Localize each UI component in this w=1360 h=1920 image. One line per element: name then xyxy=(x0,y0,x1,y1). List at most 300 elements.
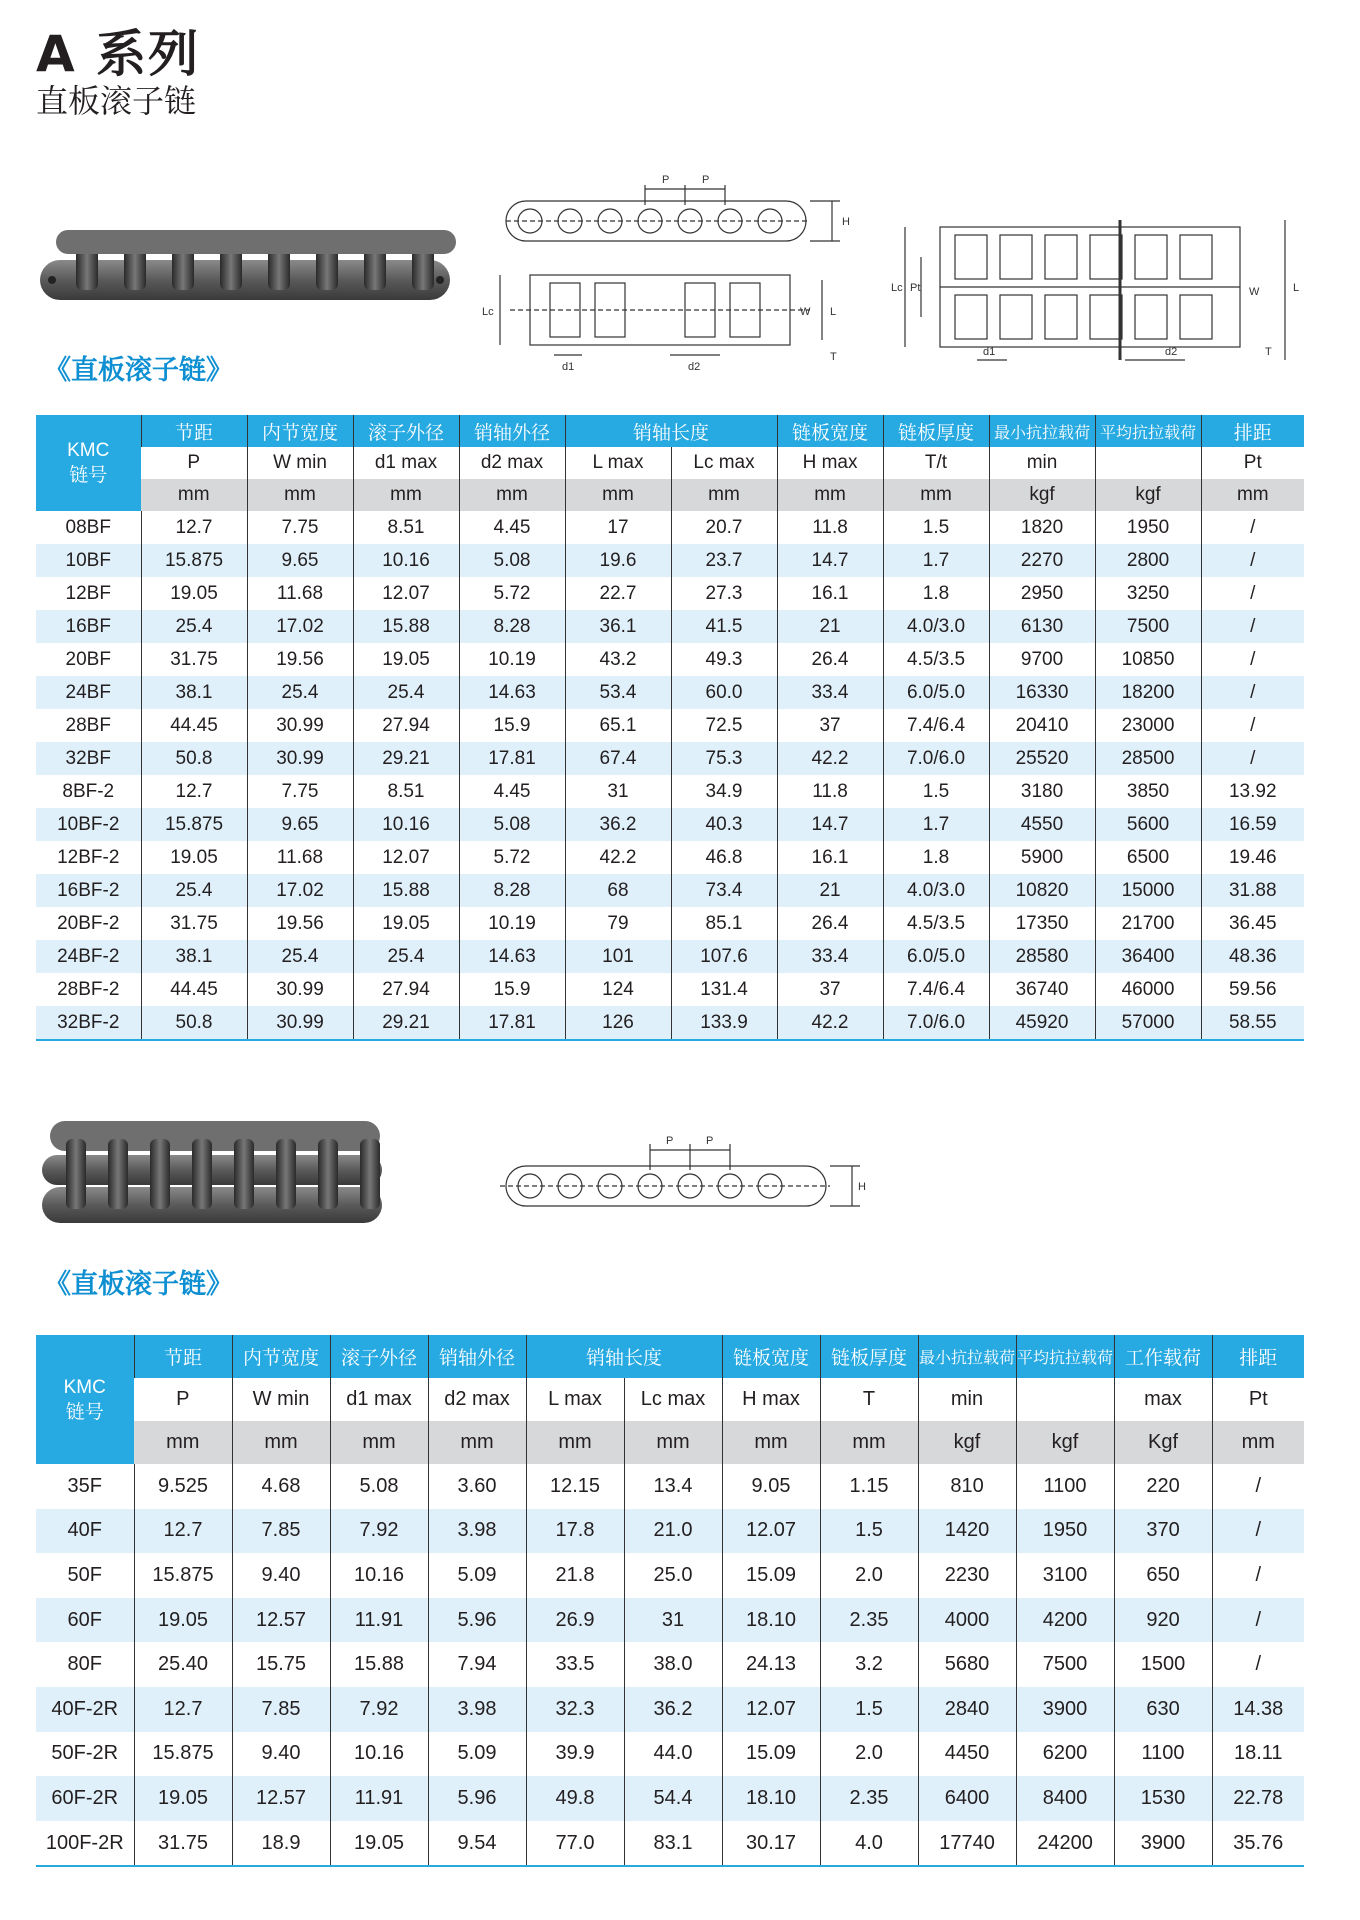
table-row xyxy=(36,1006,1304,1040)
spec-value-cell: 6.0/5.0 xyxy=(883,940,989,973)
spec-value-cell: 11.68 xyxy=(247,841,353,874)
spec-value-cell: 3100 xyxy=(1016,1553,1114,1598)
spec-value-cell: / xyxy=(1201,511,1304,544)
chain-number-cell: 20BF xyxy=(36,643,141,676)
spec-value-cell: 1.5 xyxy=(820,1509,918,1554)
spec-value-cell: 18.10 xyxy=(722,1776,820,1821)
spec-value-cell: 9.40 xyxy=(232,1553,330,1598)
table-row xyxy=(36,1509,1304,1554)
spec-value-cell: 8400 xyxy=(1016,1776,1114,1821)
spec-value-cell: 20410 xyxy=(989,709,1095,742)
spec-value-cell: 1.7 xyxy=(883,544,989,577)
spec-value-cell: 16.1 xyxy=(777,577,883,610)
spec-value-cell: 8.28 xyxy=(459,874,565,907)
spec-value-cell: 1420 xyxy=(918,1509,1016,1554)
header-avg-tensile: 平均抗拉载荷 xyxy=(1095,415,1201,447)
spec-value-cell: 50.8 xyxy=(141,1006,247,1040)
chain-number-cell: 32BF xyxy=(36,742,141,775)
symbol-header-cell: W min xyxy=(247,447,353,479)
table-row xyxy=(36,1821,1304,1867)
label-p-4: P xyxy=(706,1135,714,1147)
spec-value-cell: 29.21 xyxy=(353,742,459,775)
spec-value-cell: 19.05 xyxy=(353,643,459,676)
spec-value-cell: 2270 xyxy=(989,544,1095,577)
spec-value-cell: 30.99 xyxy=(247,1006,353,1040)
spec-value-cell: 5.09 xyxy=(428,1553,526,1598)
spec-value-cell: 4000 xyxy=(918,1598,1016,1643)
spec-value-cell: 53.4 xyxy=(565,676,671,709)
unit-header-cell: mm xyxy=(353,479,459,511)
spec-value-cell: 5600 xyxy=(1095,808,1201,841)
spec-value-cell: 1.7 xyxy=(883,808,989,841)
symbol-header-cell: Pt xyxy=(1201,447,1304,479)
spec-value-cell: 5.08 xyxy=(459,808,565,841)
unit-header-cell: mm xyxy=(428,1421,526,1464)
symbol-header-cell xyxy=(1095,447,1201,479)
spec-value-cell: / xyxy=(1201,742,1304,775)
unit-header-cell: mm xyxy=(722,1421,820,1464)
unit-header-cell: mm xyxy=(247,479,353,511)
spec-value-cell: 12.7 xyxy=(141,775,247,808)
header-plate-width-2: 链板宽度 xyxy=(722,1335,820,1378)
table-row xyxy=(36,643,1304,676)
spec-value-cell: 18.9 xyxy=(232,1821,330,1867)
spec-value-cell: 4.68 xyxy=(232,1464,330,1509)
spec-value-cell: 220 xyxy=(1114,1464,1212,1509)
spec-value-cell: 15.9 xyxy=(459,709,565,742)
chain-number-cell: 16BF-2 xyxy=(36,874,141,907)
section2-label: 《直板滚子链》 xyxy=(44,1269,233,1300)
symbol-header-cell: H max xyxy=(777,447,883,479)
spec-value-cell: 3250 xyxy=(1095,577,1201,610)
header-pin-length-2: 销轴长度 xyxy=(526,1335,722,1378)
spec-value-cell: 19.05 xyxy=(353,907,459,940)
spec-value-cell: 26.9 xyxy=(526,1598,624,1643)
chain-number-cell: 40F xyxy=(36,1509,134,1554)
unit-header-cell: mm xyxy=(883,479,989,511)
spec-value-cell: 30.99 xyxy=(247,709,353,742)
spec-value-cell: 38.1 xyxy=(141,940,247,973)
spec-value-cell: 28580 xyxy=(989,940,1095,973)
spec-value-cell: 1.15 xyxy=(820,1464,918,1509)
page-title: A 系列 xyxy=(36,25,201,83)
spec-value-cell: 16.1 xyxy=(777,841,883,874)
spec-value-cell: 5680 xyxy=(918,1642,1016,1687)
spec-value-cell: 2.35 xyxy=(820,1598,918,1643)
header-roller-diameter-2: 滚子外径 xyxy=(330,1335,428,1378)
unit-header-cell: kgf xyxy=(1016,1421,1114,1464)
spec-value-cell: 17.8 xyxy=(526,1509,624,1554)
header-min-tensile: 最小抗拉载荷 xyxy=(989,415,1095,447)
spec-value-cell: 10.19 xyxy=(459,643,565,676)
spec-value-cell: / xyxy=(1212,1509,1304,1554)
chain-number-cell: 20BF-2 xyxy=(36,907,141,940)
spec-value-cell: 68 xyxy=(565,874,671,907)
label-h: H xyxy=(842,216,850,228)
spec-value-cell: 17350 xyxy=(989,907,1095,940)
spec-value-cell: 1.8 xyxy=(883,841,989,874)
header-pin-diameter: 销轴外径 xyxy=(459,415,565,447)
spec-value-cell: 25.4 xyxy=(353,940,459,973)
label-t: T xyxy=(830,351,837,363)
spec-value-cell: 33.4 xyxy=(777,676,883,709)
spec-value-cell: 7.92 xyxy=(330,1509,428,1554)
spec-value-cell: 3.98 xyxy=(428,1509,526,1554)
spec-value-cell: 1.5 xyxy=(820,1687,918,1732)
kmc-header-cell: KMC 链号 xyxy=(36,415,141,511)
spec-value-cell: 1950 xyxy=(1016,1509,1114,1554)
spec-value-cell: / xyxy=(1201,577,1304,610)
spec-value-cell: 15.875 xyxy=(134,1732,232,1777)
symbol-header-cell: min xyxy=(989,447,1095,479)
table-row xyxy=(36,1776,1304,1821)
spec-value-cell: 19.05 xyxy=(330,1821,428,1867)
spec-value-cell: 37 xyxy=(777,709,883,742)
header-pitch-2: 节距 xyxy=(134,1335,232,1378)
spec-value-cell: 9.40 xyxy=(232,1732,330,1777)
label-h-2: H xyxy=(858,1181,866,1193)
symbol-header-cell: d2 max xyxy=(428,1378,526,1421)
spec-value-cell: 3180 xyxy=(989,775,1095,808)
chain-spec-table-f xyxy=(36,1335,1304,1867)
spec-value-cell: 30.99 xyxy=(247,742,353,775)
chain-number-cell: 16BF xyxy=(36,610,141,643)
spec-value-cell: / xyxy=(1201,610,1304,643)
spec-value-cell: 44.45 xyxy=(141,709,247,742)
chain-number-cell: 10BF-2 xyxy=(36,808,141,841)
spec-value-cell: 25.4 xyxy=(353,676,459,709)
label-p-3: P xyxy=(666,1135,674,1147)
spec-value-cell: 33.5 xyxy=(526,1642,624,1687)
symbol-header-cell: min xyxy=(918,1378,1016,1421)
symbol-header-cell: d2 max xyxy=(459,447,565,479)
spec-value-cell: 107.6 xyxy=(671,940,777,973)
spec-value-cell: 10850 xyxy=(1095,643,1201,676)
spec-value-cell: 9.05 xyxy=(722,1464,820,1509)
spec-value-cell: 14.63 xyxy=(459,940,565,973)
unit-header-cell: kgf xyxy=(1095,479,1201,511)
table-row xyxy=(36,577,1304,610)
spec-value-cell: 7.4/6.4 xyxy=(883,709,989,742)
unit-header-cell: mm xyxy=(141,479,247,511)
spec-value-cell: 57000 xyxy=(1095,1006,1201,1040)
spec-value-cell: 77.0 xyxy=(526,1821,624,1867)
spec-value-cell: 21700 xyxy=(1095,907,1201,940)
table-row xyxy=(36,742,1304,775)
symbol-header-cell: Lc max xyxy=(671,447,777,479)
chain-number-cell: 10BF xyxy=(36,544,141,577)
unit-header-cell: mm xyxy=(565,479,671,511)
spec-value-cell: 15.875 xyxy=(141,544,247,577)
spec-value-cell: 23.7 xyxy=(671,544,777,577)
spec-value-cell: 36740 xyxy=(989,973,1095,1006)
spec-value-cell: 12.7 xyxy=(141,511,247,544)
spec-value-cell: / xyxy=(1201,643,1304,676)
spec-value-cell: 1.5 xyxy=(883,511,989,544)
chain-number-cell: 50F xyxy=(36,1553,134,1598)
spec-value-cell: 15000 xyxy=(1095,874,1201,907)
spec-value-cell: 18200 xyxy=(1095,676,1201,709)
label-d1-duplex: d1 xyxy=(983,346,996,358)
spec-value-cell: 9.54 xyxy=(428,1821,526,1867)
chain-number-cell: 40F-2R xyxy=(36,1687,134,1732)
spec-value-cell: 33.4 xyxy=(777,940,883,973)
spec-value-cell: 11.68 xyxy=(247,577,353,610)
chain-number-cell: 60F-2R xyxy=(36,1776,134,1821)
symbol-header-cell: max xyxy=(1114,1378,1212,1421)
spec-value-cell: 34.9 xyxy=(671,775,777,808)
spec-value-cell: 2.0 xyxy=(820,1732,918,1777)
spec-value-cell: 31 xyxy=(565,775,671,808)
spec-value-cell: 10.16 xyxy=(330,1732,428,1777)
spec-value-cell: 25.40 xyxy=(134,1642,232,1687)
spec-value-cell: 16330 xyxy=(989,676,1095,709)
spec-value-cell: 79 xyxy=(565,907,671,940)
unit-header-cell: Kgf xyxy=(1114,1421,1212,1464)
spec-value-cell: 26.4 xyxy=(777,643,883,676)
label-t-duplex: T xyxy=(1265,346,1272,358)
spec-value-cell: 38.0 xyxy=(624,1642,722,1687)
label-l: L xyxy=(830,306,837,318)
spec-value-cell: 10.19 xyxy=(459,907,565,940)
spec-value-cell: 12.07 xyxy=(353,577,459,610)
spec-value-cell: 650 xyxy=(1114,1553,1212,1598)
spec-value-cell: 21.0 xyxy=(624,1509,722,1554)
spec-value-cell: 20.7 xyxy=(671,511,777,544)
symbol-header-cell: L max xyxy=(526,1378,624,1421)
spec-value-cell: 42.2 xyxy=(565,841,671,874)
symbol-header-cell: Pt xyxy=(1212,1378,1304,1421)
table-row xyxy=(36,874,1304,907)
spec-value-cell: 7.75 xyxy=(247,511,353,544)
spec-value-cell: 15.88 xyxy=(353,874,459,907)
unit-header-cell: mm xyxy=(330,1421,428,1464)
chain-number-cell: 35F xyxy=(36,1464,134,1509)
label-p-2: P xyxy=(702,174,710,186)
chain-number-cell: 12BF xyxy=(36,577,141,610)
spec-value-cell: 10820 xyxy=(989,874,1095,907)
spec-value-cell: 29.21 xyxy=(353,1006,459,1040)
chain-spec-table-bf xyxy=(36,415,1304,1041)
spec-value-cell: 1950 xyxy=(1095,511,1201,544)
double-strand-chain-photo xyxy=(36,1115,391,1230)
spec-value-cell: 14.38 xyxy=(1212,1687,1304,1732)
spec-value-cell: 14.7 xyxy=(777,544,883,577)
table-row xyxy=(36,1553,1304,1598)
symbol-header-cell: d1 max xyxy=(330,1378,428,1421)
spec-value-cell: 44.0 xyxy=(624,1732,722,1777)
unit-header-cell: mm xyxy=(624,1421,722,1464)
spec-value-cell: 4.45 xyxy=(459,775,565,808)
symbol-header-cell: L max xyxy=(565,447,671,479)
spec-value-cell: 6500 xyxy=(1095,841,1201,874)
spec-value-cell: 17740 xyxy=(918,1821,1016,1867)
spec-value-cell: 15.9 xyxy=(459,973,565,1006)
spec-value-cell: 83.1 xyxy=(624,1821,722,1867)
spec-value-cell: 12.07 xyxy=(722,1687,820,1732)
spec-value-cell: 9.65 xyxy=(247,808,353,841)
spec-value-cell: 28500 xyxy=(1095,742,1201,775)
spec-value-cell: 17.81 xyxy=(459,742,565,775)
spec-value-cell: 12.15 xyxy=(526,1464,624,1509)
header-inner-width: 内节宽度 xyxy=(247,415,353,447)
spec-value-cell: 7.92 xyxy=(330,1687,428,1732)
spec-value-cell: 19.46 xyxy=(1201,841,1304,874)
spec-value-cell: 38.1 xyxy=(141,676,247,709)
spec-value-cell: 15.09 xyxy=(722,1553,820,1598)
spec-value-cell: 31.75 xyxy=(141,643,247,676)
spec-value-cell: 21 xyxy=(777,610,883,643)
header-pin-diameter-2: 销轴外径 xyxy=(428,1335,526,1378)
spec-value-cell: 7.94 xyxy=(428,1642,526,1687)
spec-value-cell: 7.0/6.0 xyxy=(883,742,989,775)
label-d1: d1 xyxy=(562,361,575,373)
spec-value-cell: 17.02 xyxy=(247,874,353,907)
spec-value-cell: 24200 xyxy=(1016,1821,1114,1867)
symbol-header-cell: H max xyxy=(722,1378,820,1421)
spec-value-cell: 19.56 xyxy=(247,643,353,676)
spec-value-cell: 5900 xyxy=(989,841,1095,874)
spec-value-cell: 131.4 xyxy=(671,973,777,1006)
spec-value-cell: 27.94 xyxy=(353,709,459,742)
unit-header-cell: mm xyxy=(459,479,565,511)
chain-number-cell: 60F xyxy=(36,1598,134,1643)
header-min-tensile-2: 最小抗拉载荷 xyxy=(918,1335,1016,1378)
spec-value-cell: 3900 xyxy=(1016,1687,1114,1732)
chain-number-cell: 28BF xyxy=(36,709,141,742)
kmc-header-cell-2: KMC 链号 xyxy=(36,1335,134,1464)
spec-value-cell: / xyxy=(1201,544,1304,577)
spec-value-cell: 12.07 xyxy=(353,841,459,874)
spec-value-cell: 17.02 xyxy=(247,610,353,643)
spec-value-cell: 15.09 xyxy=(722,1732,820,1777)
spec-value-cell: 4.0/3.0 xyxy=(883,610,989,643)
spec-value-cell: 60.0 xyxy=(671,676,777,709)
spec-value-cell: 124 xyxy=(565,973,671,1006)
header-plate-thickness-2: 链板厚度 xyxy=(820,1335,918,1378)
spec-value-cell: 58.55 xyxy=(1201,1006,1304,1040)
chain-dimension-diagram-duplex xyxy=(885,215,1310,370)
unit-header-cell: kgf xyxy=(918,1421,1016,1464)
label-p-1: P xyxy=(662,174,670,186)
spec-value-cell: / xyxy=(1212,1598,1304,1643)
label-l-duplex: L xyxy=(1293,282,1300,294)
page-subtitle: 直板滚子链 xyxy=(36,82,197,120)
spec-value-cell: 4.0 xyxy=(820,1821,918,1867)
spec-value-cell: 2.35 xyxy=(820,1776,918,1821)
label-w-duplex: W xyxy=(1249,286,1260,298)
spec-value-cell: 30.99 xyxy=(247,973,353,1006)
spec-value-cell: 4.5/3.5 xyxy=(883,643,989,676)
spec-value-cell: 2800 xyxy=(1095,544,1201,577)
table-row xyxy=(36,544,1304,577)
spec-value-cell: 21 xyxy=(777,874,883,907)
spec-value-cell: 35.76 xyxy=(1212,1821,1304,1867)
spec-value-cell: 36.45 xyxy=(1201,907,1304,940)
spec-value-cell: 126 xyxy=(565,1006,671,1040)
spec-value-cell: 45920 xyxy=(989,1006,1095,1040)
table-row xyxy=(36,610,1304,643)
symbol-header-cell: T xyxy=(820,1378,918,1421)
spec-value-cell: 15.875 xyxy=(141,808,247,841)
spec-value-cell: 40.3 xyxy=(671,808,777,841)
table-row xyxy=(36,1642,1304,1687)
spec-value-cell: 9700 xyxy=(989,643,1095,676)
spec-value-cell: 36.2 xyxy=(565,808,671,841)
spec-value-cell: 48.36 xyxy=(1201,940,1304,973)
symbol-header-cell: P xyxy=(134,1378,232,1421)
section1-label: 《直板滚子链》 xyxy=(44,355,233,386)
spec-value-cell: 8.51 xyxy=(353,511,459,544)
table-row xyxy=(36,841,1304,874)
spec-value-cell: 22.7 xyxy=(565,577,671,610)
spec-value-cell: / xyxy=(1212,1464,1304,1509)
spec-value-cell: 11.91 xyxy=(330,1598,428,1643)
spec-value-cell: 11.91 xyxy=(330,1776,428,1821)
spec-value-cell: 2230 xyxy=(918,1553,1016,1598)
spec-value-cell: 15.75 xyxy=(232,1642,330,1687)
spec-value-cell: 7.4/6.4 xyxy=(883,973,989,1006)
spec-value-cell: 8.51 xyxy=(353,775,459,808)
spec-value-cell: 36400 xyxy=(1095,940,1201,973)
table-row xyxy=(36,1598,1304,1643)
spec-value-cell: 15.875 xyxy=(134,1553,232,1598)
spec-value-cell: 19.6 xyxy=(565,544,671,577)
spec-value-cell: 4.5/3.5 xyxy=(883,907,989,940)
spec-value-cell: 1500 xyxy=(1114,1642,1212,1687)
spec-value-cell: 6400 xyxy=(918,1776,1016,1821)
table-row xyxy=(36,808,1304,841)
spec-value-cell: 37 xyxy=(777,973,883,1006)
spec-value-cell: 14.7 xyxy=(777,808,883,841)
header-plate-width: 链板宽度 xyxy=(777,415,883,447)
single-strand-chain-photo xyxy=(36,220,456,310)
spec-value-cell: 18.10 xyxy=(722,1598,820,1643)
unit-header-cell: mm xyxy=(134,1421,232,1464)
spec-value-cell: 31 xyxy=(624,1598,722,1643)
spec-value-cell: 44.45 xyxy=(141,973,247,1006)
spec-value-cell: 10.16 xyxy=(353,808,459,841)
table-row xyxy=(36,940,1304,973)
chain-number-cell: 24BF xyxy=(36,676,141,709)
chain-number-cell: 8BF-2 xyxy=(36,775,141,808)
spec-value-cell: 370 xyxy=(1114,1509,1212,1554)
symbol-header-cell: W min xyxy=(232,1378,330,1421)
spec-value-cell: 73.4 xyxy=(671,874,777,907)
spec-value-cell: 7.0/6.0 xyxy=(883,1006,989,1040)
header-plate-thickness: 链板厚度 xyxy=(883,415,989,447)
label-w: W xyxy=(800,306,811,318)
table-row xyxy=(36,973,1304,1006)
table-row xyxy=(36,511,1304,544)
spec-value-cell: 18.11 xyxy=(1212,1732,1304,1777)
spec-value-cell: 22.78 xyxy=(1212,1776,1304,1821)
spec-value-cell: 42.2 xyxy=(777,1006,883,1040)
label-pt: Pt xyxy=(910,282,921,294)
spec-value-cell: 75.3 xyxy=(671,742,777,775)
spec-value-cell: 36.1 xyxy=(565,610,671,643)
spec-value-cell: 13.92 xyxy=(1201,775,1304,808)
unit-header-cell: kgf xyxy=(989,479,1095,511)
spec-value-cell: 25520 xyxy=(989,742,1095,775)
spec-value-cell: 1100 xyxy=(1114,1732,1212,1777)
spec-value-cell: 2.0 xyxy=(820,1553,918,1598)
spec-value-cell: 23000 xyxy=(1095,709,1201,742)
spec-value-cell: 31.88 xyxy=(1201,874,1304,907)
label-d2-duplex: d2 xyxy=(1165,346,1178,358)
spec-value-cell: 920 xyxy=(1114,1598,1212,1643)
spec-value-cell: 19.05 xyxy=(141,577,247,610)
